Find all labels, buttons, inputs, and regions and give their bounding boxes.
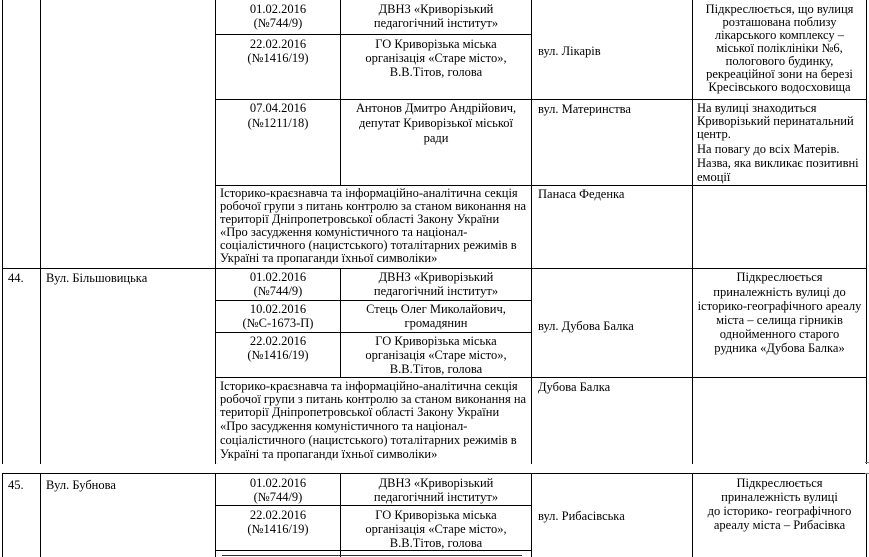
decision-number: (№1211/18) <box>247 116 309 130</box>
decision-number: (№С-1673-П) <box>242 316 314 330</box>
section-line: Україні та пропаганди їхньої символіки» <box>220 447 438 461</box>
initiator-line: організація «Старе місто», <box>365 51 507 65</box>
initiator-line: педагогічний інститут» <box>373 490 499 504</box>
column-border <box>2 0 3 464</box>
reason-line: до історико- географічного <box>707 504 852 518</box>
new-street-name: вул. Материнства <box>538 102 631 116</box>
row-border <box>2 473 866 474</box>
section-line: соціалістичного (нацистського) тоталітарних режимів в <box>220 238 517 252</box>
reason-line: Назва, яка викликає позитивні <box>697 156 859 170</box>
section-line: Історико-краєзнавча та інформаційно-аналітична секція <box>220 186 518 200</box>
reason-line: рекреаційної зони на березі <box>706 67 853 81</box>
reason-line: історико-географічного ареалу <box>697 299 862 313</box>
new-street-name: вул. Лікарів <box>538 44 601 58</box>
section-line: «Про засудження комуністичного та націонал- <box>220 419 468 433</box>
new-street-name: вул. Рибасівська <box>538 509 625 523</box>
decision-number: (№744/9) <box>253 16 303 30</box>
reason-line: На вулиці знаходиться <box>697 101 817 115</box>
initiator-line: депутат Криворізької міської <box>358 116 514 130</box>
section-line: території Дніпропетровської області Закону України <box>220 212 500 226</box>
initiator-line: організація «Старе місто», <box>365 348 507 362</box>
reason-line: центр. <box>697 127 731 141</box>
decision-date: 22.02.2016 <box>249 37 307 51</box>
column-border <box>2 473 3 557</box>
column-border <box>866 473 867 557</box>
reason-line: Підкреслюється, що вулиця <box>705 2 854 16</box>
initiator-line: педагогічний інститут» <box>373 284 499 298</box>
section-line: території Дніпропетровської області Закону України <box>220 405 500 419</box>
section-line: робочої групи з питань контролю за станом виконання на <box>220 199 527 213</box>
decision-date: 22.02.2016 <box>249 334 307 348</box>
initiator-line: громадянин <box>404 316 468 330</box>
reason-line: На повагу до всіх Матерів. <box>697 142 840 156</box>
row-border <box>215 34 531 35</box>
initiator-line: В.В.Тітов, голова <box>389 362 483 376</box>
row-border <box>215 505 531 506</box>
initiator-line: Стець Олег Миколайович, <box>366 302 506 316</box>
page-break-mark <box>865 473 869 474</box>
initiator-line: В.В.Тітов, голова <box>389 65 483 79</box>
reason-line: емоції <box>697 170 731 184</box>
initiator-line: ГО Криворізька міська <box>375 508 497 522</box>
reason-line: пологового будинку, <box>725 54 834 68</box>
row-number: 45. <box>8 478 24 492</box>
reason-line: однойменного старого <box>719 327 840 341</box>
reason-line: Кресівського водосховища <box>708 80 851 94</box>
initiator-line: ДВНЗ «Криворізький <box>378 270 494 284</box>
initiator-line: ДВНЗ «Криворізький <box>378 476 494 490</box>
reason-line: приналежність вулиці <box>721 490 838 504</box>
initiator-line: ГО Криворізька міська <box>375 334 497 348</box>
decision-date: 10.02.2016 <box>249 302 307 316</box>
reason-line: Підкреслюється <box>736 476 823 490</box>
next-row-text-fragment <box>222 555 522 556</box>
reason-line: міста – селища гірників <box>716 313 843 327</box>
column-border <box>40 0 41 464</box>
column-border <box>866 0 867 464</box>
old-street-name: Вул. Бубнова <box>46 478 116 492</box>
row-border <box>215 377 866 378</box>
decision-number: (№1416/19) <box>247 51 309 65</box>
reason-line: приналежність вулиці до <box>713 285 846 299</box>
decision-date: 07.04.2016 <box>249 101 307 115</box>
row-border <box>215 550 531 551</box>
new-street-name: вул. Дубова Балка <box>538 319 634 333</box>
initiator-line: педагогічний інститут» <box>373 16 499 30</box>
decision-date: 01.02.2016 <box>249 476 307 490</box>
decision-date: 01.02.2016 <box>249 270 307 284</box>
section-line: робочої групи з питань контролю за станом виконання на <box>220 392 527 406</box>
decision-number: (№1416/19) <box>247 522 309 536</box>
initiator-line: ГО Криворізька міська <box>375 37 497 51</box>
reason-line: Підкреслюється <box>736 270 823 284</box>
new-street-name: Дубова Балка <box>538 380 611 394</box>
old-street-name: Вул. Більшовицька <box>46 271 148 285</box>
new-street-name: Панаса Феденка <box>538 187 625 201</box>
decision-date: 22.02.2016 <box>249 508 307 522</box>
reason-line: Криворізький перинатальний <box>697 114 854 128</box>
reason-line: ареалу міста – Рибасівка <box>713 518 846 532</box>
section-line: «Про засудження комуністичного та націонал- <box>220 225 468 239</box>
decision-date: 01.02.2016 <box>249 2 307 16</box>
section-line: соціалістичного (нацистського) тоталітарних режимів в <box>220 433 517 447</box>
decision-number: (№744/9) <box>253 284 303 298</box>
row-border <box>2 268 866 269</box>
row-border <box>215 332 531 333</box>
reason-line: розташована поблизу <box>722 15 837 29</box>
section-line: Історико-краєзнавча та інформаційно-аналітична секція <box>220 379 518 393</box>
row-number: 44. <box>8 271 24 285</box>
decision-number: (№1416/19) <box>247 348 309 362</box>
reason-line: рудника «Дубова Балка» <box>714 341 845 355</box>
initiator-line: Антонов Дмитро Андрійович, <box>355 101 517 115</box>
column-border <box>531 473 532 557</box>
column-border <box>215 0 216 464</box>
initiator-line: ради <box>423 131 449 145</box>
decision-number: (№744/9) <box>253 490 303 504</box>
reason-line: лікарського комплексу – <box>714 28 845 42</box>
row-border <box>215 99 866 100</box>
reason-line: міської поліклініки №6, <box>716 41 843 55</box>
row-border <box>215 300 531 301</box>
initiator-line: ДВНЗ «Криворізький <box>378 2 494 16</box>
initiator-line: організація «Старе місто», <box>365 522 507 536</box>
section-line: Україні та пропаганди їхньої символіки» <box>220 251 438 265</box>
page-break-mark <box>865 462 869 463</box>
initiator-line: В.В.Тітов, голова <box>389 536 483 550</box>
column-border <box>40 473 41 557</box>
column-border <box>531 0 532 464</box>
